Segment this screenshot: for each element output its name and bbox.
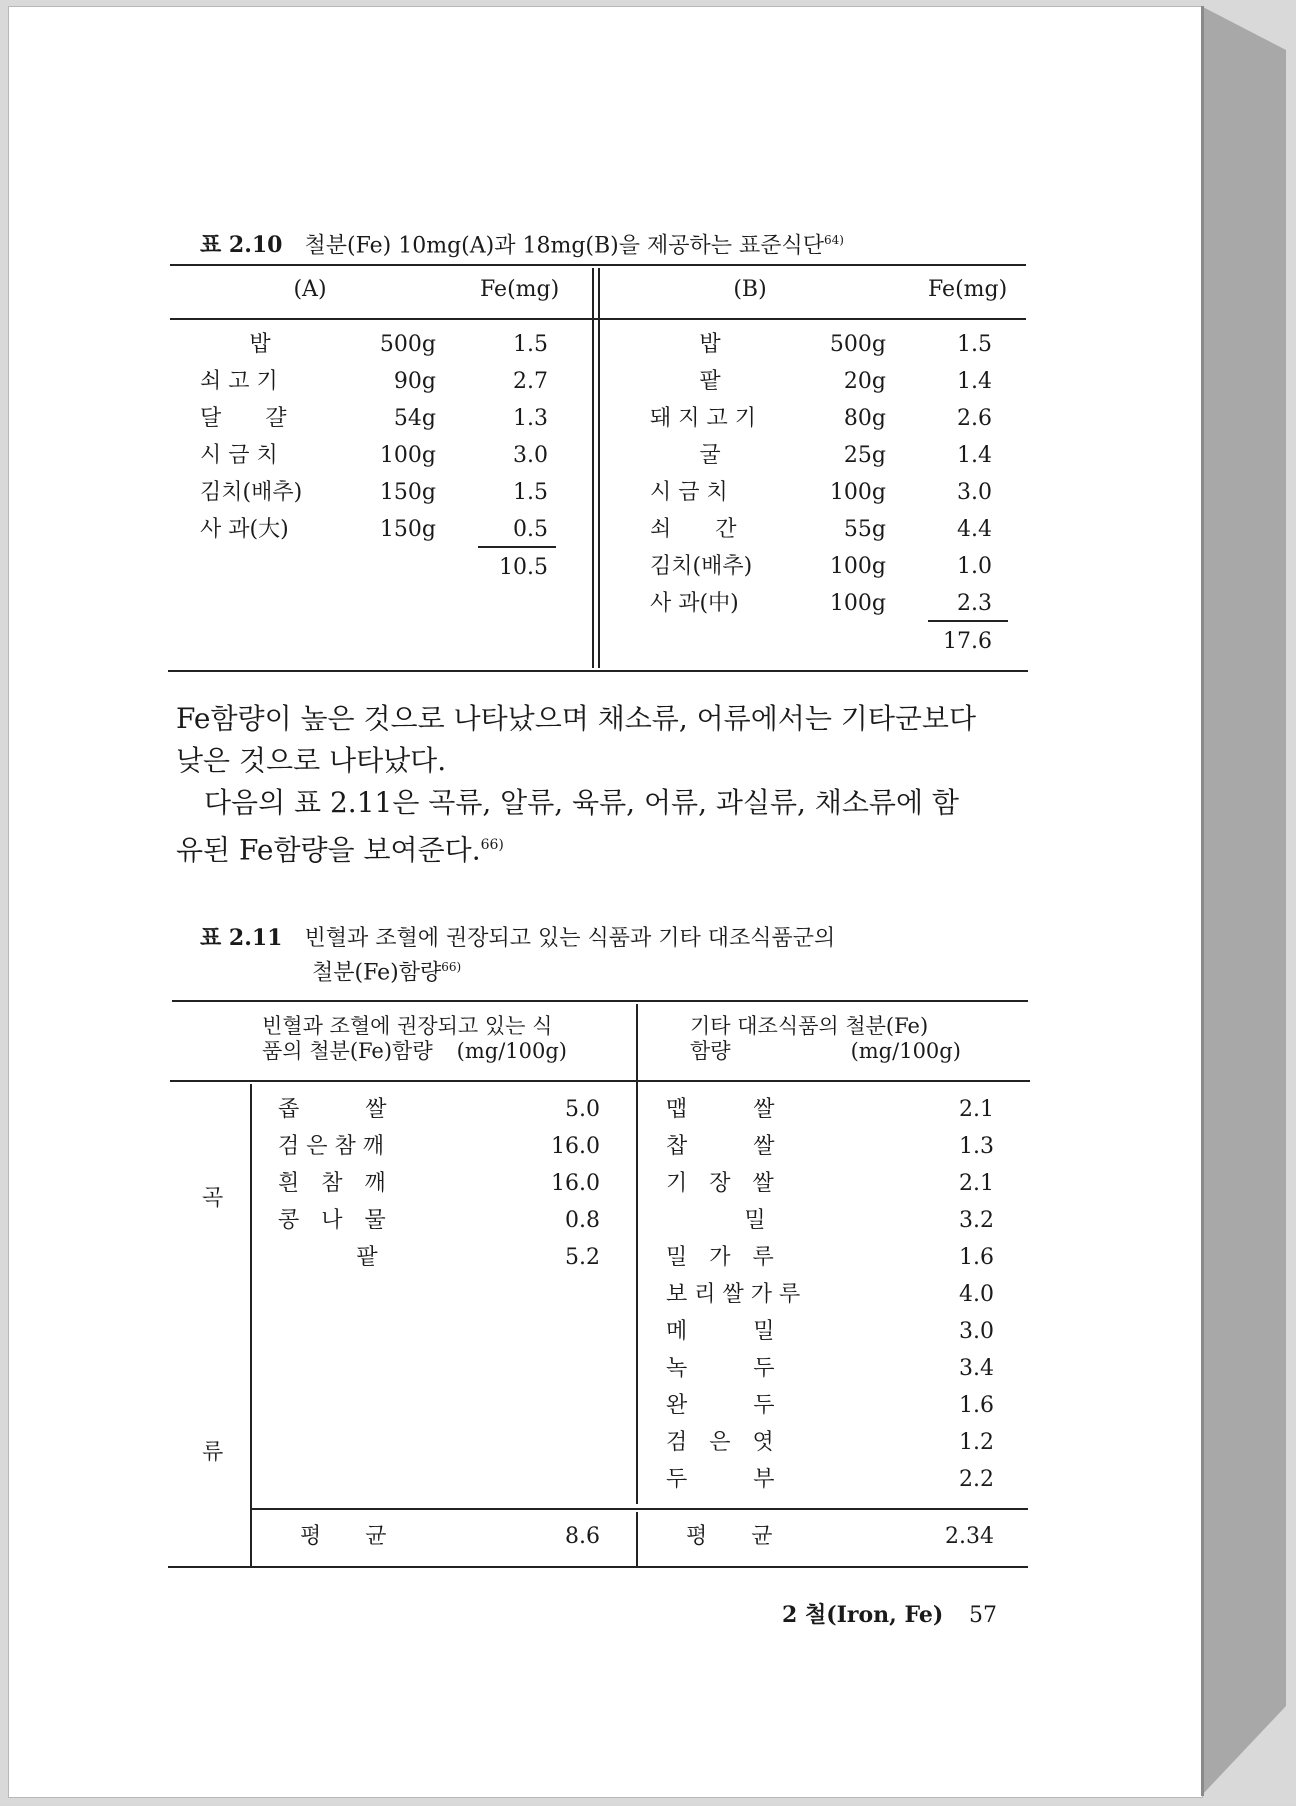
table-ref: 64) [824,233,844,247]
subtotal-rule-a [478,546,556,548]
avg-label: 평 균 [686,1524,773,1549]
right-fe: 2.1 [959,1097,994,1122]
left-avg: 8.6 [565,1524,600,1549]
a-food: 쇠 고 기 [200,369,278,394]
right-food: 완 두 [666,1393,775,1418]
a-food: 김치(배추) [200,480,303,505]
col-header-fe-b: Fe(mg) [928,277,1008,302]
left-fe: 16.0 [551,1171,600,1196]
left-header [262,1014,567,1064]
a-fe: 0.5 [513,517,548,542]
a-food: 밥 [249,332,271,357]
left-food: 좁 쌀 [278,1097,387,1122]
table-divider-2 [598,268,600,668]
right-avg: 2.34 [945,1524,994,1549]
left-fe: 0.8 [565,1208,600,1233]
table-divider-1 [592,268,594,668]
b-fe: 1.4 [957,369,992,394]
right-food: 찹 쌀 [666,1134,775,1159]
a-fe: 2.7 [513,369,548,394]
right-fe: 4.0 [959,1282,994,1307]
b-amount: 25g [843,443,886,468]
table-bottom-rule [168,670,1028,672]
a-amount: 90g [393,369,436,394]
col-header-a: (A) [293,277,327,302]
b-amount: 500g [829,332,886,357]
b-fe: 4.4 [957,517,992,542]
left-fe: 5.0 [565,1097,600,1122]
table-avg-divider [636,1512,638,1566]
book-page [8,6,1203,1798]
table-top-rule [170,264,1026,266]
right-fe: 1.2 [959,1430,994,1455]
left-header-unit: (mg/100g) [456,1039,567,1063]
a-total: 10.5 [499,555,548,580]
spine-edge [1201,6,1204,1796]
table-ref: 66) [441,960,462,974]
a-food: 사 과(大) [200,517,289,542]
b-amount: 100g [829,480,886,505]
table-2-11-caption [200,924,835,987]
right-food: 메 밀 [666,1319,775,1344]
group-label: 류 [202,1440,224,1465]
a-amount: 500g [379,332,436,357]
table-2-10-caption [200,226,844,260]
b-total: 17.6 [943,629,992,654]
table-bottom-rule [168,1566,1028,1568]
a-amount: 100g [379,443,436,468]
subtotal-rule-b [928,620,1008,622]
book-spine [1201,6,1286,1796]
left-food: 콩 나 물 [278,1208,386,1233]
chapter-title: 2 철(Iron, Fe) [782,1602,944,1628]
right-food: 검 은 엿 [666,1430,774,1455]
table-avg-rule [250,1508,1028,1510]
b-food: 시 금 치 [650,480,728,505]
b-food: 팥 [699,369,721,394]
right-food: 두 부 [666,1467,775,1492]
b-amount: 80g [843,406,886,431]
col-header-fe-a: Fe(mg) [480,277,560,302]
left-header-line: 품의 철분(Fe)함량 [262,1039,433,1063]
right-fe: 3.4 [959,1356,994,1381]
right-fe: 2.2 [959,1467,994,1492]
b-food: 사 과(中) [650,591,739,616]
para-ref: 66) [480,837,504,853]
b-fe: 3.0 [957,480,992,505]
right-header-line: 함량 [690,1039,731,1063]
avg-label: 평 균 [300,1524,387,1549]
right-fe: 3.2 [959,1208,994,1233]
para-line: 유된 Fe함량을 보여준다. [176,833,481,867]
table-group-divider [250,1084,252,1566]
b-fe: 1.4 [957,443,992,468]
b-food: 쇠 간 [650,517,737,542]
a-food: 달 걀 [200,406,287,431]
para-line: 낮은 것으로 나타났다. [176,744,447,777]
table-title: 빈혈과 조혈에 권장되고 있는 식품과 기타 대조식품군의 [304,926,836,951]
a-amount: 150g [379,480,436,505]
a-amount: 150g [379,517,436,542]
group-label: 곡 [202,1186,224,1211]
b-amount: 20g [843,369,886,394]
table-header-rule [170,1080,1030,1082]
table-col-divider [636,1004,638,1504]
b-food: 김치(배추) [650,554,753,579]
left-food: 흰 참 깨 [278,1171,386,1196]
right-food: 녹 두 [666,1356,775,1381]
right-header [690,1014,961,1064]
col-header-b: (B) [733,277,767,302]
b-fe: 1.5 [957,332,992,357]
b-amount: 55g [843,517,886,542]
right-header-unit: (mg/100g) [850,1039,961,1063]
right-header-line: 기타 대조식품의 철분(Fe) [690,1014,929,1038]
b-food: 굴 [699,443,721,468]
page-number: 57 [969,1603,997,1628]
right-fe: 1.6 [959,1393,994,1418]
left-fe: 5.2 [565,1245,600,1270]
left-food: 팥 [356,1245,378,1270]
right-food: 밀 가 루 [666,1245,774,1270]
left-header-line: 빈혈과 조혈에 권장되고 있는 식 [262,1014,553,1038]
right-food: 맵 쌀 [666,1097,775,1122]
b-amount: 100g [829,591,886,616]
table-top-rule [172,1000,1028,1002]
left-fe: 16.0 [551,1134,600,1159]
table-title: 철분(Fe) 10mg(A)과 18mg(B)을 제공하는 표준식단 [304,233,825,259]
right-fe: 3.0 [959,1319,994,1344]
b-amount: 100g [829,554,886,579]
b-fe: 2.6 [957,406,992,431]
b-food: 돼 지 고 기 [650,406,756,431]
a-fe: 1.3 [513,406,548,431]
right-food: 보 리 쌀 가 루 [666,1282,801,1307]
right-food: 밀 [744,1208,766,1233]
b-food: 밥 [699,332,721,357]
right-fe: 1.6 [959,1245,994,1270]
right-fe: 2.1 [959,1171,994,1196]
body-paragraph [176,698,1036,871]
table-number: 표 2.11 [200,925,283,951]
a-fe: 1.5 [513,480,548,505]
left-food: 검 은 참 깨 [278,1134,384,1159]
para-line: Fe함량이 높은 것으로 나타났으며 채소류, 어류에서는 기타군보다 [176,702,977,735]
running-footer [782,1598,997,1629]
a-amount: 54g [393,406,436,431]
b-fe: 2.3 [957,591,992,616]
table-number: 표 2.10 [200,232,283,259]
a-food: 시 금 치 [200,443,278,468]
a-fe: 3.0 [513,443,548,468]
right-fe: 1.3 [959,1134,994,1159]
para-line: 다음의 표 2.11은 곡류, 알류, 육류, 어류, 과실류, 채소류에 함 [204,786,959,819]
a-fe: 1.5 [513,332,548,357]
right-food: 기 장 쌀 [666,1171,774,1196]
b-fe: 1.0 [957,554,992,579]
table-title-2: 철분(Fe)함량 [312,960,442,986]
